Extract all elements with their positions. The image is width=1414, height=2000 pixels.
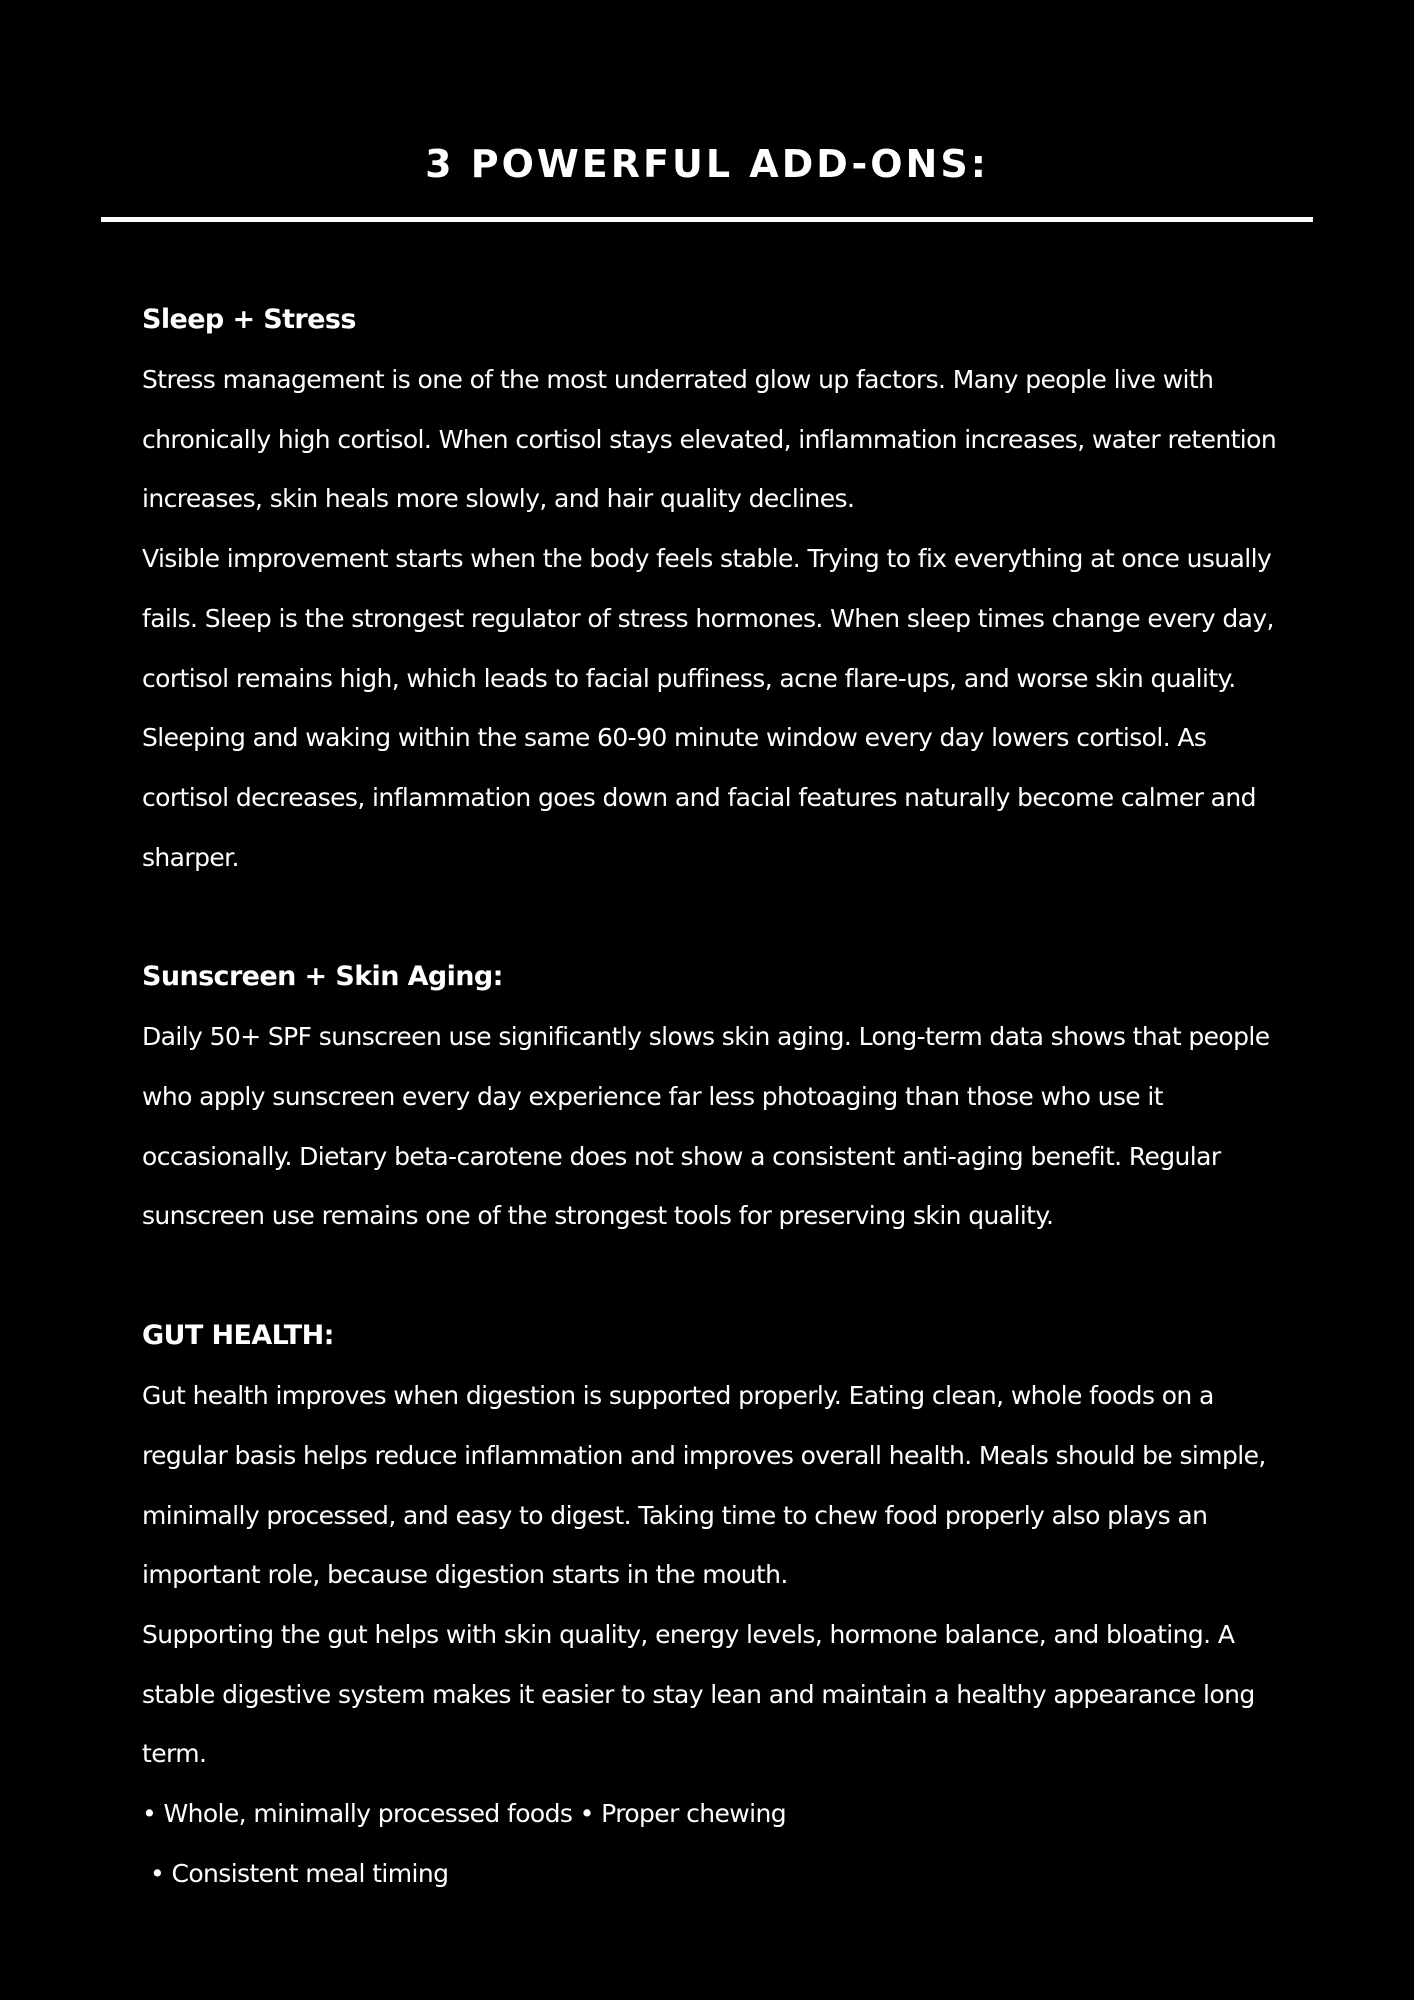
- paragraph: Daily 50+ SPF sunscreen use significantly slows skin aging. Long-term data shows that people who apply sunscreen every day experience far less photoaging than those who use it occasionally. Dietary beta-carotene does not show a consistent anti-aging benefit. Regular sunscreen use remains one of the strongest tools for preserving skin quality.: [142, 1022, 1270, 1231]
- bullet-list-line: • Whole, minimally processed foods • Proper chewing: [142, 1799, 786, 1829]
- bullet-list-line: • Consistent meal timing: [150, 1858, 449, 1888]
- paragraph: Supporting the gut helps with skin quality, energy levels, hormone balance, and bloating. A stable digestive system makes it easier to stay lean and maintain a healthy appearance long term.: [142, 1619, 1255, 1769]
- title-divider: [101, 217, 1313, 222]
- section-heading: Sleep + Stress: [142, 304, 356, 335]
- section-sunscreen: [142, 947, 1282, 1246]
- section-sleep-stress: [142, 290, 1282, 887]
- section-heading: Sunscreen + Skin Aging:: [142, 961, 503, 993]
- content: [142, 290, 1282, 1903]
- section-gut-health: [142, 1306, 1282, 1903]
- paragraph: Stress management is one of the most underrated glow up factors. Many people live with chronically high cortisol. When cortisol stays elevated, inflammation increases, water retention increases, skin heals more slowly, and hair quality declines.: [142, 365, 1277, 514]
- paragraph: Visible improvement starts when the body feels stable. Trying to fix everything at once usually fails. Sleep is the strongest regulator of stress hormones. When sleep times change every day, cortisol remains high, which leads to facial puffiness, acne flare-ups, and worse skin quality. Sleeping and waking within the same 60-90 minute window every day lowers cortisol. As cortisol decreases, inflammation goes down and facial features naturally become calmer and sharper.: [142, 544, 1274, 872]
- section-heading: GUT HEALTH:: [142, 1320, 334, 1352]
- paragraph: Gut health improves when digestion is supported properly. Eating clean, whole foods on a regular basis helps reduce inflammation and improves overall health. Meals should be simple, minimally processed, and easy to digest. Taking time to chew food properly also plays an important role, because digestion starts in the mouth.: [142, 1381, 1266, 1590]
- page-title: 3 POWERFUL ADD-ONS:: [425, 142, 989, 186]
